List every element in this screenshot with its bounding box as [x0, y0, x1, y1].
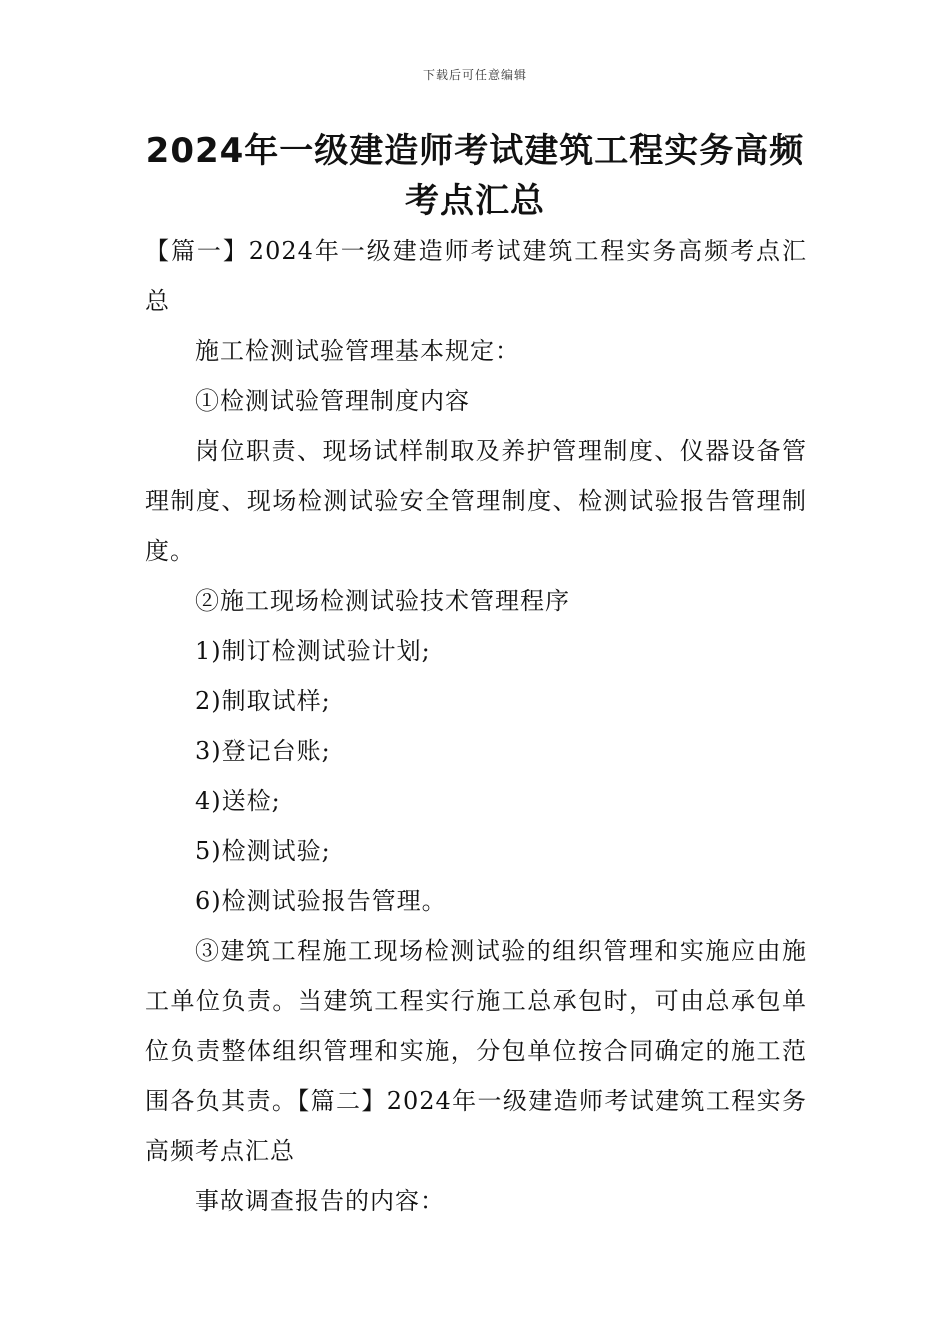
- list-item: 5)检测试验;: [195, 837, 331, 865]
- document-body: [145, 226, 807, 1226]
- paragraph-item-2-heading: ②施工现场检测试验技术管理程序: [195, 587, 570, 615]
- paragraph-item-1-heading: ①检测试验管理制度内容: [195, 387, 470, 415]
- paragraph-accident-report: 事故调查报告的内容：: [195, 1187, 445, 1215]
- document-title: 2024年一级建造师考试建筑工程实务高频考点汇总: [145, 131, 805, 221]
- paragraph-item-3: ③建筑工程施工现场检测试验的组织管理和实施应由施工单位负责。当建筑工程实行施工总承包时，可由总承包单位负责整体组织管理和实施，分包单位按合同确定的施工范围各负其责。【篇二】2024年一级建造师考试建筑工程实务高频考点汇总: [145, 937, 807, 1165]
- list-item: 6)检测试验报告管理。: [195, 887, 447, 915]
- list-item: 2)制取试样;: [195, 687, 331, 715]
- list-item: 3)登记台账;: [195, 737, 331, 765]
- paragraph-item-1-content: 岗位职责、现场试样制取及养护管理制度、仪器设备管理制度、现场检测试验安全管理制度、检测试验报告管理制度。: [145, 437, 807, 565]
- section-heading-part-one: 【篇一】2024年一级建造师考试建筑工程实务高频考点汇总: [145, 237, 807, 315]
- page-header-note: 下载后可任意编辑: [422, 68, 527, 82]
- list-item: 4)送检;: [195, 787, 281, 815]
- list-item: 1)制订检测试验计划;: [195, 637, 431, 665]
- paragraph-intro: 施工检测试验管理基本规定：: [195, 337, 520, 365]
